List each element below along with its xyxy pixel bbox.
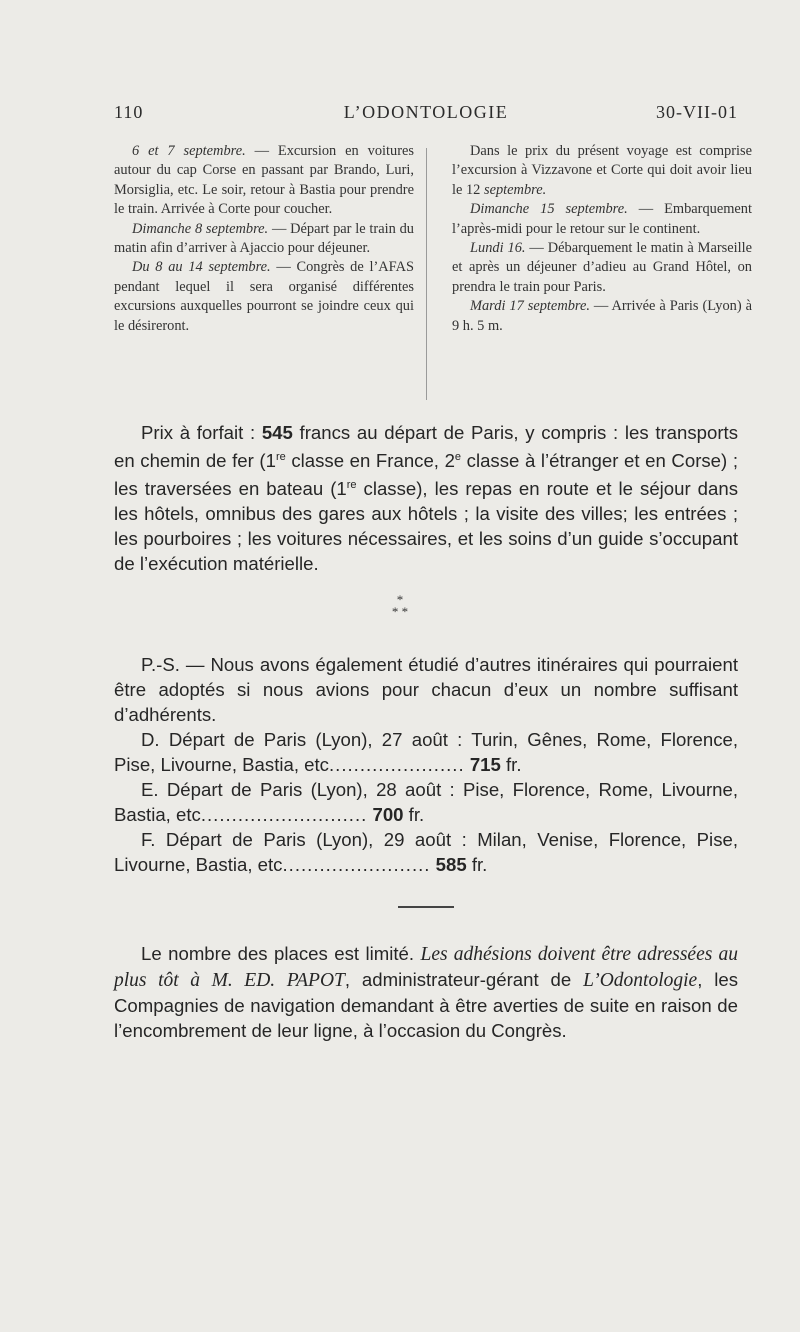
entry-italic: septembre. bbox=[483, 181, 547, 198]
asterism-separator bbox=[0, 594, 800, 618]
page-number: 110 bbox=[114, 102, 144, 122]
option-price: 715 bbox=[469, 754, 501, 775]
issue-date: 30-VII-01 bbox=[656, 102, 738, 122]
itinerary-option: E. Départ de Paris (Lyon), 28 août : Pise, Florence, Rome, Livourne, Bastia, etc........................... 700 fr. bbox=[114, 779, 738, 825]
entry-text: — Excursion en voitures autour du cap Corse en passant par Brando, Luri, Morsiglia, etc. Le soir, retour à Bastia pour prendre le train. Arrivée à Corte pour coucher. bbox=[114, 143, 415, 218]
entry-date: Lundi 16. bbox=[470, 240, 526, 257]
entry-date: Du 8 au 14 septembre. bbox=[132, 259, 271, 276]
entry-text: — Embarquement l’après-midi pour le retour sur le continent. bbox=[452, 201, 752, 237]
price-paragraph bbox=[114, 420, 738, 576]
option-price: 700 bbox=[372, 804, 404, 825]
postscript-text: P.-S. — Nous avons également étudié d’autres itinéraires qui pourraient être adoptés si nous avions pour chacun d’eux un nombre suffisant d’adhérents. bbox=[114, 654, 738, 725]
entry-text: — Départ par le train du matin afin d’arriver à Ajaccio pour déjeuner. bbox=[114, 220, 414, 257]
notice-text: Le nombre des places est limité. Les adhésions doivent être adressées au plus tôt à M. ED. PAPOT, administrateur-gérant de L’Odontologie, les Compagnies de navigation demandant à être averties de suite en raison de l’encombrement de leur ligne, à l’occasion du Congrès. bbox=[114, 943, 738, 1041]
postscript bbox=[114, 652, 738, 877]
asterism-bottom: * * bbox=[391, 604, 409, 619]
price-text: Prix à forfait : 545 francs au départ de Paris, y compris : les transports en chemin de fer (1re classe en France, 2e classe à l’étranger et en Corse) ; les traversées en bateau (1re classe), les repas en route et le séjour dans les hôtels, omnibus des gares aux hôtels ; la visite des villes; les entrées ; les pourboires ; les voitures nécessaires, et les soins d’un guide s’occupant de l’exécution matérielle. bbox=[114, 422, 739, 574]
price-amount: 545 bbox=[261, 422, 293, 443]
column-divider bbox=[426, 148, 427, 400]
itinerary-option: D. Départ de Paris (Lyon), 27 août : Turin, Gênes, Rome, Florence, Pise, Livourne, Bastia, etc...................... 715 fr. bbox=[114, 729, 738, 775]
running-title: L’ODONTOLOGIE bbox=[343, 102, 509, 122]
asterism-top: * bbox=[396, 592, 404, 607]
itinerary-entry bbox=[452, 297, 752, 336]
option-price: 585 bbox=[435, 854, 467, 875]
entry-date: Mardi 17 septembre. bbox=[470, 298, 590, 315]
itinerary-entry bbox=[452, 142, 752, 200]
itinerary-entry bbox=[114, 142, 414, 220]
entry-text: — Arrivée à Paris (Lyon) à 9 h. 5 m. bbox=[452, 298, 752, 334]
entry-date: 6 et 7 septembre. bbox=[132, 143, 246, 159]
entry-date: Dimanche 15 septembre. bbox=[470, 201, 628, 218]
itinerary-entry bbox=[452, 200, 752, 239]
running-header bbox=[114, 102, 738, 128]
left-column bbox=[114, 142, 414, 336]
notice-paragraph bbox=[114, 941, 738, 1043]
itinerary-entry bbox=[452, 239, 752, 297]
itinerary-option: F. Départ de Paris (Lyon), 29 août : Milan, Venise, Florence, Pise, Livourne, Bastia, etc........................ 585 fr. bbox=[114, 829, 738, 875]
right-column bbox=[452, 142, 752, 336]
itinerary-entry bbox=[114, 258, 414, 336]
entry-text: — Débarquement le matin à Marseille et après un déjeuner d’adieu au Grand Hôtel, on prendra le train pour Paris. bbox=[452, 240, 752, 295]
entry-date: Dimanche 8 septembre. bbox=[132, 220, 269, 237]
entry-text: Dans le prix du présent voyage est comprise l’excursion à Vizzavone et Corte qui doit avoir lieu le 12 bbox=[452, 143, 752, 198]
section-rule bbox=[398, 906, 454, 908]
entry-text: — Congrès de l’AFAS pendant lequel il sera organisé différentes excursions auxquelles pourront se joindre ceux qui le désireront. bbox=[114, 259, 414, 334]
itinerary-entry bbox=[114, 220, 414, 259]
